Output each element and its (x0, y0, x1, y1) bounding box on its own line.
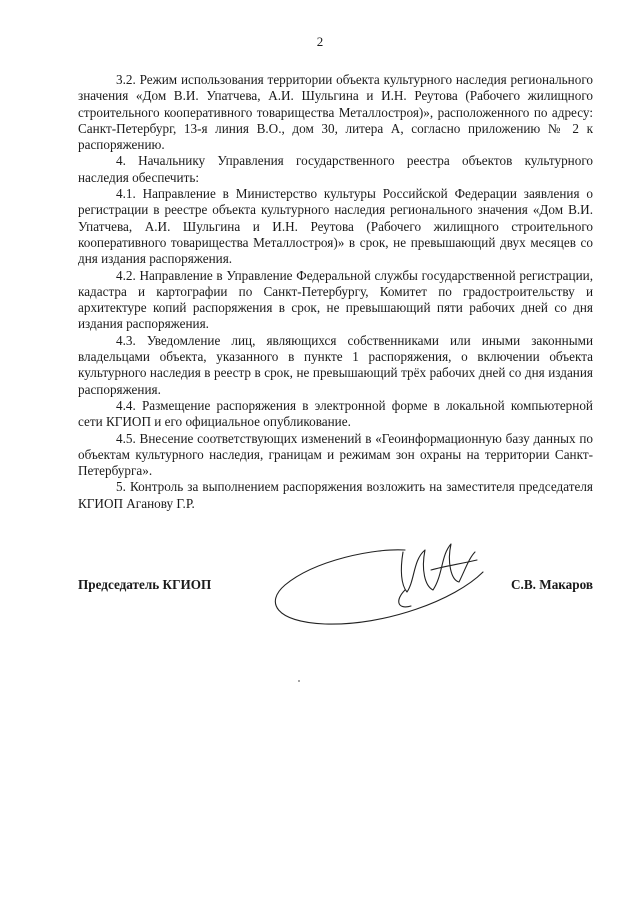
paragraph-4-4: 4.4. Размещение распоряжения в электронной форме в локальной компьютерной сети КГИОП и его официальное опубликование. (78, 397, 593, 430)
signatory-name: С.В. Макаров (511, 577, 593, 592)
paragraph-4: 4. Начальнику Управления государственного реестра объектов культурного наследия обеспечить: (78, 153, 593, 185)
paragraph-4-5: 4.5. Внесение соответствующих изменений в «Геоинформационную базу данных по объектам культурного наследия, границам и режимам зон охраны на территории Санкт-Петербурга». (78, 430, 593, 479)
paragraph-4-3: 4.3. Уведомление лиц, являющихся собственниками или иными законными владельцами объекта, указанного в пункте 1 распоряжения, о включении объекта культурного наследия в реестр в срок, не превышающий трёх рабочих дней со дня издания распоряжения. (78, 332, 593, 397)
page-number: 2 (316, 34, 324, 49)
paragraph-4-2: 4.2. Направление в Управление Федеральной службы государственной регистрации, кадастра и картографии по Санкт-Петербургу, Комитет по градостроительству и архитектуре копий распоряжения в срок, не превышающий пяти рабочих дней со дня издания распоряжения. (78, 267, 593, 332)
document-body (78, 72, 593, 512)
signature-block (78, 577, 593, 597)
signatory-position: Председатель КГИОП (78, 577, 212, 592)
paragraph-3-2: 3.2. Режим использования территории объекта культурного наследия регионального значения «Дом В.И. Упатчева, А.И. Шульгина и И.Н. Реутова (Рабочего жилищного строительного кооперативного товарищества Металлостроя)», расположенного по адресу: Санкт-Петербург, 13-я линия В.О., дом 30, литера А, согласно приложению № 2 к распоряжению. (78, 72, 593, 153)
scan-artifact-dot (298, 680, 300, 682)
paragraph-5: 5. Контроль за выполнением распоряжения возложить на заместителя председателя КГИОП Аганову Г.Р. (78, 479, 593, 511)
paragraph-4-1: 4.1. Направление в Министерство культуры Российской Федерации заявления о регистрации в реестре объекта культурного наследия регионального значения «Дом В.И. Упатчева, А.И. Шульгина и И.Н. Реутова (Рабочего жилищного строительного кооперативного товарищества Металлостроя)» в срок, не превышающий двух месяцев со дня издания распоряжения. (78, 186, 593, 267)
